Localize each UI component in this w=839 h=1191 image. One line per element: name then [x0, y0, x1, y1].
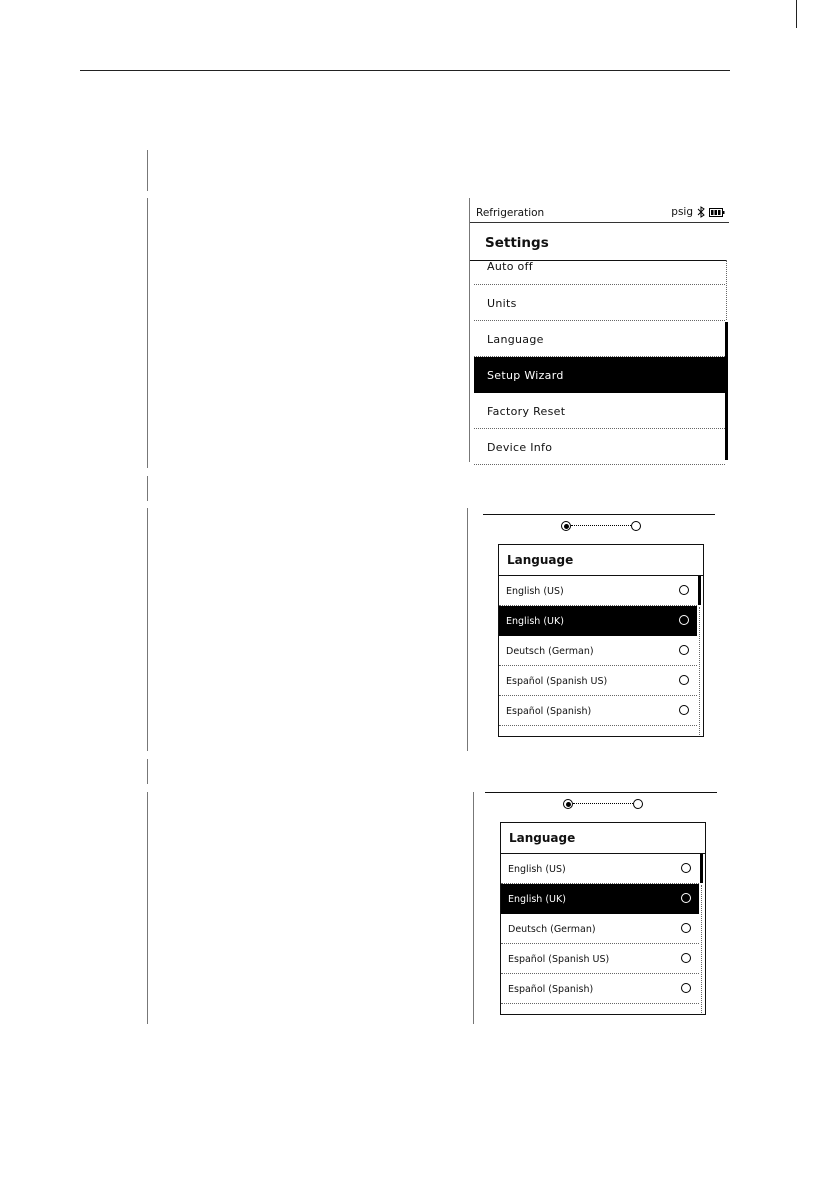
- battery-icon: [709, 208, 725, 217]
- language-title: Language: [507, 553, 574, 567]
- radio-icon[interactable]: [679, 615, 689, 625]
- language-screen-1: [483, 511, 723, 756]
- radio-icon[interactable]: [679, 585, 689, 595]
- wizard-step-connector: [571, 525, 631, 526]
- scroll-track: [701, 885, 703, 1013]
- settings-item-language[interactable]: Language: [474, 321, 725, 357]
- wizard-step-next-icon: [633, 799, 643, 809]
- language-panel: [500, 822, 706, 1015]
- language-item-deutsch[interactable]: Deutsch (German): [499, 636, 697, 666]
- step-bar-2: [147, 198, 148, 468]
- settings-item-device-info[interactable]: Device Info: [474, 429, 725, 465]
- language-list: [501, 854, 699, 1004]
- wizard-step-icon: [561, 521, 641, 531]
- language-item-english-uk[interactable]: English (UK): [501, 884, 699, 914]
- language-item-espanol-us[interactable]: Español (Spanish US): [499, 666, 697, 696]
- language-item-deutsch[interactable]: Deutsch (German): [501, 914, 699, 944]
- step-bar-6: [147, 792, 148, 1024]
- radio-icon[interactable]: [679, 645, 689, 655]
- status-mode: Refrigeration: [476, 207, 545, 219]
- radio-icon[interactable]: [681, 923, 691, 933]
- settings-screen: [469, 198, 729, 462]
- wizard-step-icon: [563, 799, 643, 809]
- radio-icon[interactable]: [681, 953, 691, 963]
- radio-icon[interactable]: [681, 983, 691, 993]
- wizard-step-connector: [573, 803, 633, 804]
- step-bar-5: [147, 759, 148, 784]
- step-bar-1: [147, 150, 148, 191]
- step-bar-4: [147, 508, 148, 751]
- status-unit: psig: [671, 206, 693, 218]
- status-bar: [470, 204, 729, 223]
- header-rule: [80, 70, 730, 71]
- language-item-english-uk[interactable]: English (UK): [499, 606, 697, 636]
- wizard-rule: [485, 792, 717, 793]
- wizard-rule: [483, 514, 715, 515]
- language-title: Language: [509, 831, 576, 845]
- scrollbar[interactable]: [698, 576, 701, 605]
- language-item-espanol-us[interactable]: Español (Spanish US): [501, 944, 699, 974]
- settings-list: [474, 260, 725, 465]
- radio-icon[interactable]: [681, 893, 691, 903]
- radio-icon[interactable]: [679, 705, 689, 715]
- step-bar-3: [147, 476, 148, 501]
- language-screen-2: [485, 789, 725, 1034]
- language-panel: [498, 544, 704, 737]
- wizard-step-next-icon: [631, 521, 641, 531]
- settings-title: Settings: [485, 235, 549, 251]
- language-list: [499, 576, 697, 726]
- language-item-espanol[interactable]: Español (Spanish): [501, 974, 699, 1004]
- settings-item-factory-reset[interactable]: Factory Reset: [474, 393, 725, 429]
- shot-bar: [473, 792, 474, 1024]
- settings-item-setup-wizard[interactable]: Setup Wizard: [474, 357, 725, 393]
- wizard-step-current-icon: [561, 521, 571, 531]
- language-item-english-us[interactable]: English (US): [499, 576, 697, 606]
- shot-bar: [467, 508, 468, 751]
- scrollbar[interactable]: [700, 854, 703, 883]
- crop-mark: [796, 0, 797, 28]
- scroll-track: [699, 607, 701, 735]
- scrollbar[interactable]: [725, 322, 728, 460]
- radio-icon[interactable]: [679, 675, 689, 685]
- settings-item-auto-off[interactable]: Auto off: [474, 260, 725, 285]
- language-item-english-us[interactable]: English (US): [501, 854, 699, 884]
- language-item-espanol[interactable]: Español (Spanish): [499, 696, 697, 726]
- settings-item-units[interactable]: Units: [474, 285, 725, 321]
- scroll-track: [726, 260, 728, 320]
- radio-icon[interactable]: [681, 863, 691, 873]
- bluetooth-icon: [696, 206, 706, 218]
- wizard-step-current-icon: [563, 799, 573, 809]
